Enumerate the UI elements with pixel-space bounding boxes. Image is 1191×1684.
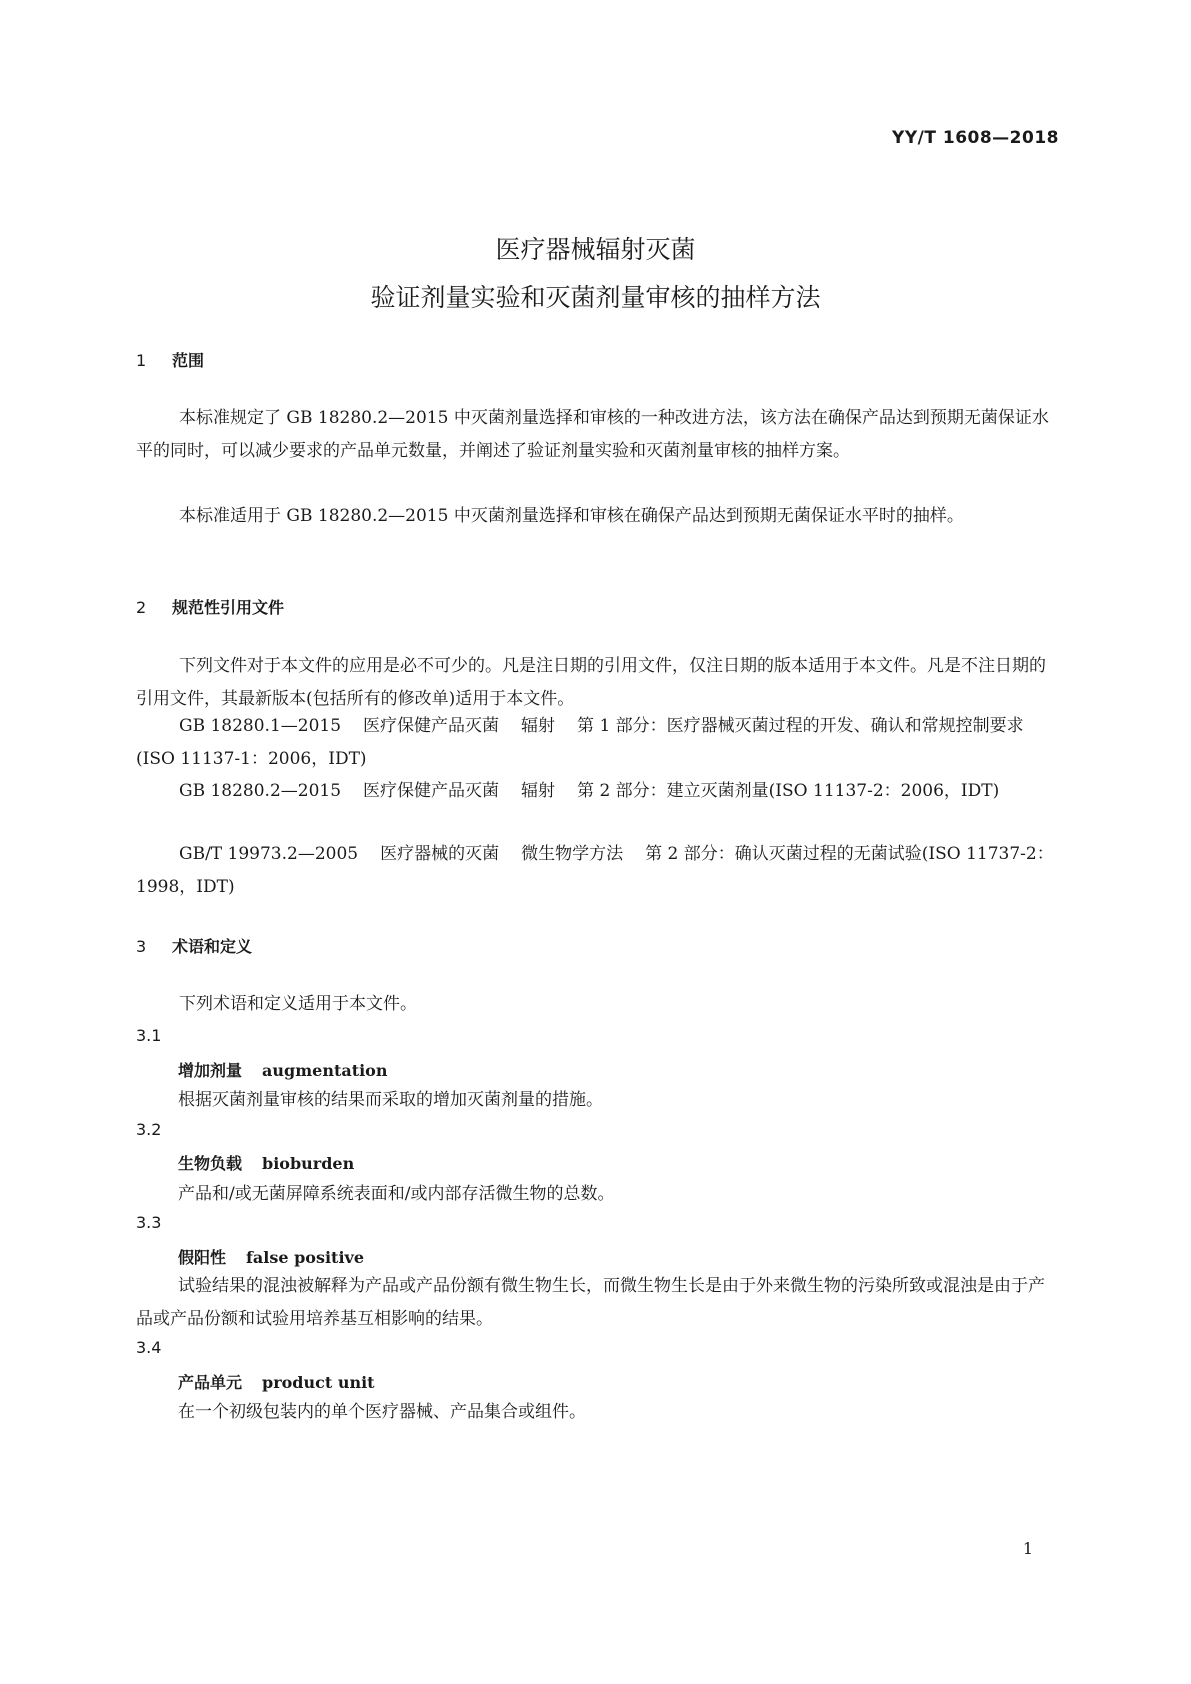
- section-title: 范围: [172, 351, 205, 370]
- reference-code: GB/T 19973.2—2005: [179, 844, 359, 864]
- reference-title-b: 微生物学方法: [521, 844, 624, 864]
- term-number: 3.1: [136, 1026, 162, 1045]
- standard-code: YY/T 1608—2018: [892, 128, 1059, 148]
- section-title: 术语和定义: [172, 937, 253, 956]
- scope-paragraph-2: 本标准适用于 GB 18280.2—2015 中灭菌剂量选择和审核在确保产品达到预期无菌保证水平时的抽样。: [179, 506, 964, 526]
- reference-title-c: 第 2 部分：建立灭菌剂量(ISO 11137-2：2006，IDT): [577, 781, 1000, 801]
- section-1-heading: [136, 348, 204, 371]
- reference-title-c: 第 2 部分：确认灭菌过程的无菌试验(ISO 11737-2：1998，IDT): [136, 844, 1054, 897]
- term-zh: 假阳性: [178, 1248, 227, 1267]
- reference-code: GB 18280.1—2015: [179, 716, 342, 736]
- document-title-line2: 验证剂量实验和灭菌剂量审核的抽样方法: [370, 283, 821, 312]
- reference-title-b: 辐射: [521, 781, 556, 801]
- term-name: [178, 1245, 364, 1268]
- terms-intro: 下列术语和定义适用于本文件。: [179, 994, 417, 1014]
- reference-title-a: 医疗器械的灭菌: [380, 844, 500, 864]
- reference-title-a: 医疗保健产品灭菌: [363, 781, 500, 801]
- section-title: 规范性引用文件: [172, 598, 285, 617]
- reference-code: GB 18280.2—2015: [179, 781, 342, 801]
- term-en: false positive: [246, 1248, 364, 1267]
- term-definition: 产品和/或无菌屏障系统表面和/或内部存活微生物的总数。: [178, 1184, 615, 1204]
- reference-title-c: 第 1 部分：医疗器械灭菌过程的开发、确认和常规控制要求(ISO 11137-1：2006，IDT): [136, 716, 1024, 769]
- term-definition: 试验结果的混浊被解释为产品或产品份额有微生物生长，而微生物生长是由于外来微生物的污染所致或混浊是由于产品或产品份额和试验用培养基互相影响的结果。: [136, 1276, 1045, 1329]
- section-number: 3: [136, 937, 147, 956]
- term-definition: 根据灭菌剂量审核的结果而采取的增加灭菌剂量的措施。: [178, 1090, 603, 1110]
- term-name: [178, 1370, 375, 1393]
- term-definition: 在一个初级包装内的单个医疗器械、产品集合或组件。: [178, 1402, 586, 1422]
- scope-paragraph-1: 本标准规定了 GB 18280.2—2015 中灭菌剂量选择和审核的一种改进方法，该方法在确保产品达到预期无菌保证水平的同时，可以减少要求的产品单元数量，并阐述了验证剂量实验和灭菌剂量审核的抽样方案。: [136, 408, 1049, 461]
- reference-title-a: 医疗保健产品灭菌: [363, 716, 500, 736]
- document-title-line1: 医疗器械辐射灭菌: [495, 235, 696, 264]
- normative-intro: 下列文件对于本文件的应用是必不可少的。凡是注日期的引用文件，仅注日期的版本适用于本文件。凡是不注日期的引用文件，其最新版本(包括所有的修改单)适用于本文件。: [136, 656, 1046, 709]
- term-name: [178, 1151, 354, 1174]
- term-number: 3.3: [136, 1213, 162, 1232]
- reference-title-b: 辐射: [521, 716, 556, 736]
- reference-entry: [136, 838, 1056, 904]
- reference-entry: [136, 710, 1056, 776]
- reference-entry: [136, 775, 1056, 808]
- section-3-heading: [136, 934, 252, 957]
- term-name: [178, 1058, 387, 1081]
- section-number: 2: [136, 598, 147, 617]
- term-number: 3.2: [136, 1120, 162, 1139]
- term-en: product unit: [262, 1373, 375, 1392]
- term-en: augmentation: [262, 1061, 388, 1080]
- term-en: bioburden: [262, 1154, 355, 1173]
- term-zh: 产品单元: [178, 1373, 243, 1392]
- term-zh: 增加剂量: [178, 1061, 243, 1080]
- page-number: 1: [1022, 1539, 1033, 1558]
- section-2-heading: [136, 595, 284, 618]
- term-number: 3.4: [136, 1338, 162, 1357]
- section-number: 1: [136, 351, 147, 370]
- term-zh: 生物负载: [178, 1154, 243, 1173]
